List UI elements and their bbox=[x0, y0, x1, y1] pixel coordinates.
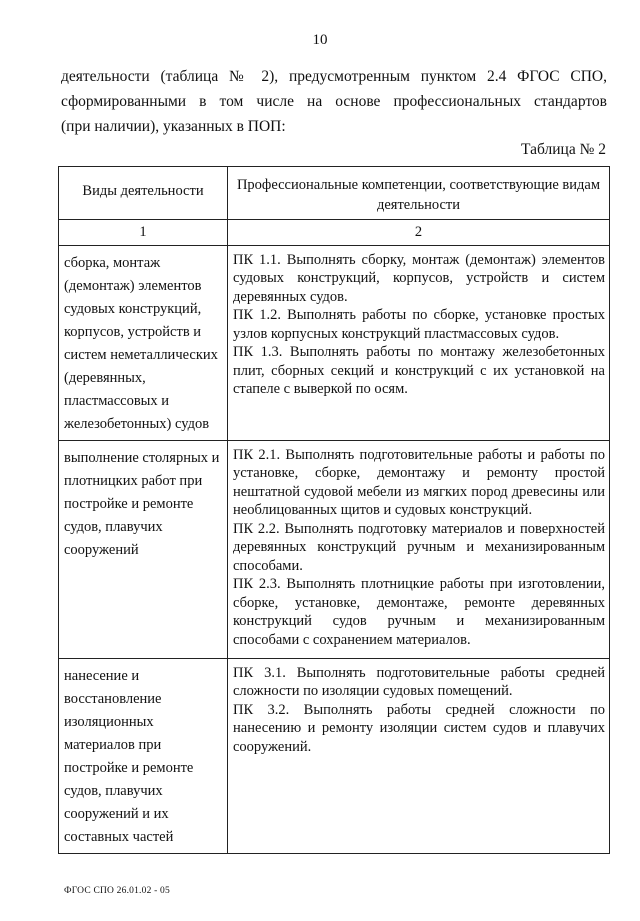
intro-line: деятельности (таблица № 2), предусмотренным пунктом 2.4 ФГОС СПО, bbox=[61, 68, 607, 85]
intro-paragraph bbox=[61, 64, 607, 139]
competency-item: ПК 2.1. Выполнять подготовительные работы и работы по установке, сборке, демонтажу и ремонту простой нештатной судовой мебели из мягких пород древесины или необлицованных щитов и судовых конструкций. bbox=[233, 446, 605, 518]
table-header-row bbox=[59, 167, 610, 220]
competencies-table bbox=[58, 166, 610, 854]
competency-list bbox=[228, 440, 610, 658]
competency-item: ПК 1.3. Выполнять работы по монтажу железобетонных плит, сборных секций и конструкций с их установкой на стапеле с выверкой по осям. bbox=[233, 344, 605, 397]
page-number: 10 bbox=[312, 32, 328, 48]
table-caption: Таблица № 2 bbox=[521, 141, 606, 158]
competency-item: ПК 1.2. Выполнять работы по сборке, установке простых узлов корпусных конструкций пластмассовых судов. bbox=[233, 307, 605, 342]
competency-list bbox=[228, 245, 610, 440]
column-number: 2 bbox=[228, 220, 610, 246]
column-number: 1 bbox=[59, 220, 228, 246]
competency-item: ПК 2.2. Выполнять подготовку материалов и поверхностей деревянных конструкций ручным и механизированным способами. bbox=[233, 520, 605, 574]
header-kinds: Виды деятельности bbox=[59, 167, 228, 220]
intro-line: сформированными в том числе на основе профессиональных стандартов bbox=[61, 93, 607, 110]
intro-line: (при наличии), указанных в ПОП: bbox=[61, 118, 286, 135]
competency-list bbox=[228, 658, 610, 853]
table-row bbox=[59, 440, 610, 658]
activity-kind: нанесение и восстановление изоляционных материалов при постройке и ремонте судов, плавучих сооружений и их составных частей bbox=[59, 658, 228, 853]
activity-kind: сборка, монтаж (демонтаж) элементов судовых конструкций, корпусов, устройств и систем неметаллических (деревянных, пластмассовых и железобетонных) судов bbox=[59, 245, 228, 440]
activity-kind: выполнение столярных и плотницких работ при постройке и ремонте судов, плавучих сооружений bbox=[59, 440, 228, 658]
competency-item: ПК 3.2. Выполнять работы средней сложности по нанесению и ремонту изоляции систем судов и плавучих сооружений. bbox=[233, 701, 605, 755]
competency-item: ПК 3.1. Выполнять подготовительные работы средней сложности по изоляции судовых помещений. bbox=[233, 664, 605, 699]
competency-item: ПК 1.1. Выполнять сборку, монтаж (демонтаж) элементов судовых конструкций, корпусов, устройств и систем деревянных судов. bbox=[233, 251, 605, 305]
column-number-row bbox=[59, 220, 610, 246]
table-row bbox=[59, 245, 610, 440]
document-footer: ФГОС СПО 26.01.02 - 05 bbox=[64, 886, 170, 896]
competency-item: ПК 2.3. Выполнять плотницкие работы при изготовлении, сборке, установке, демонтаже, ремонте деревянных конструкций судов ручным и механизированным способами с сохранением материалов. bbox=[233, 576, 605, 648]
table-row bbox=[59, 658, 610, 853]
header-competencies: Профессиональные компетенции, соответствующие видам деятельности bbox=[228, 167, 610, 220]
